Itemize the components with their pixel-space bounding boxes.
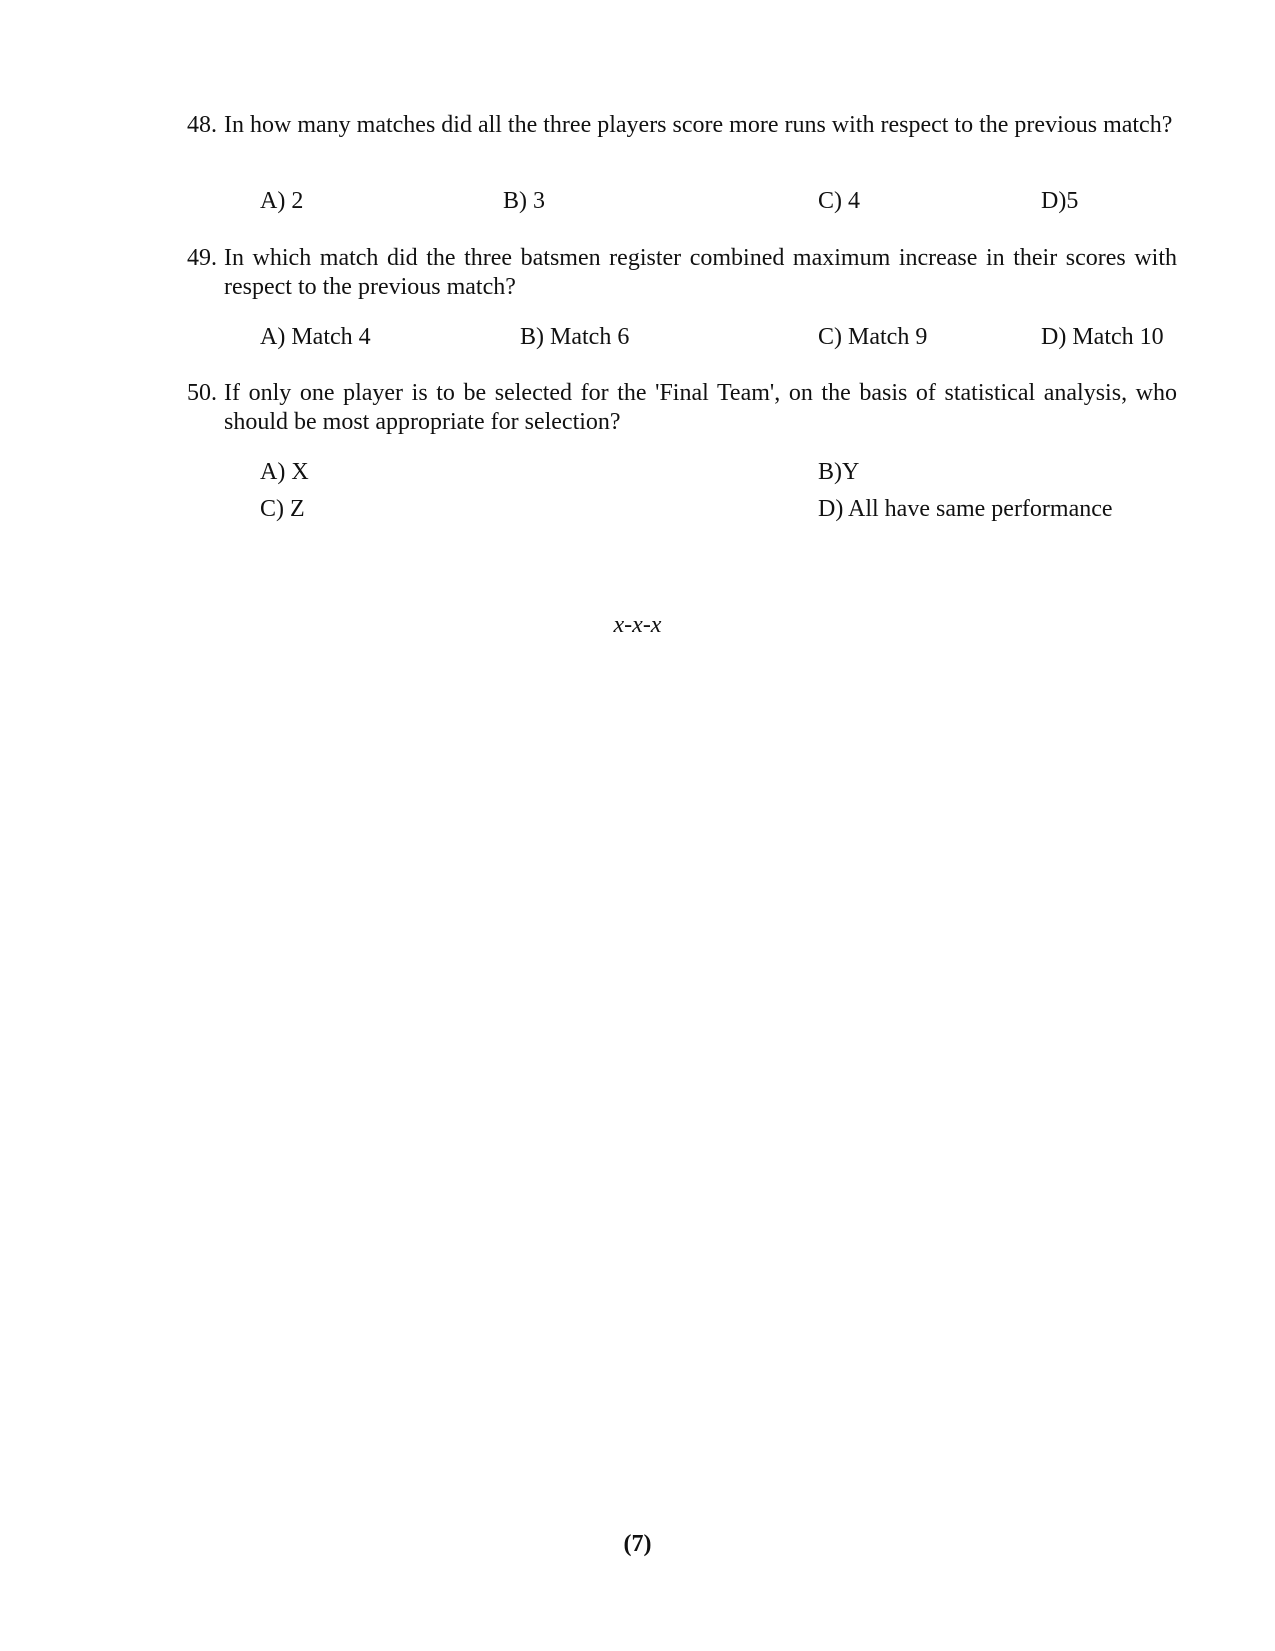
end-mark: x-x-x: [613, 612, 662, 638]
option-b: B)Y: [818, 459, 860, 485]
question-49: [187, 244, 1177, 302]
option-a: A) X: [260, 459, 309, 485]
option-b: B) 3: [503, 188, 545, 214]
question-number: 50.: [187, 380, 217, 406]
option-c: C) Match 9: [818, 324, 928, 350]
question-number: 49.: [187, 245, 217, 271]
option-d: D) Match 10: [1041, 324, 1164, 350]
option-d: D)5: [1041, 188, 1079, 214]
question-50: [187, 379, 1177, 437]
option-b: B) Match 6: [520, 324, 630, 350]
option-d: D) All have same performance: [818, 496, 1113, 522]
page-number: (7): [623, 1531, 652, 1557]
question-48: [187, 111, 1177, 140]
question-number: 48.: [187, 112, 217, 138]
question-text: If only one player is to be selected for the 'Final Team', on the basis of statistical analysis, who should be most appropriate for selection?: [224, 380, 1177, 435]
question-text: In which match did the three batsmen register combined maximum increase in their scores with respect to the previous match?: [224, 245, 1177, 300]
option-c: C) 4: [818, 188, 860, 214]
question-text: In how many matches did all the three players score more runs with respect to the previous match?: [224, 112, 1173, 138]
option-a: A) 2: [260, 188, 304, 214]
option-a: A) Match 4: [260, 324, 371, 350]
option-c: C) Z: [260, 496, 305, 522]
